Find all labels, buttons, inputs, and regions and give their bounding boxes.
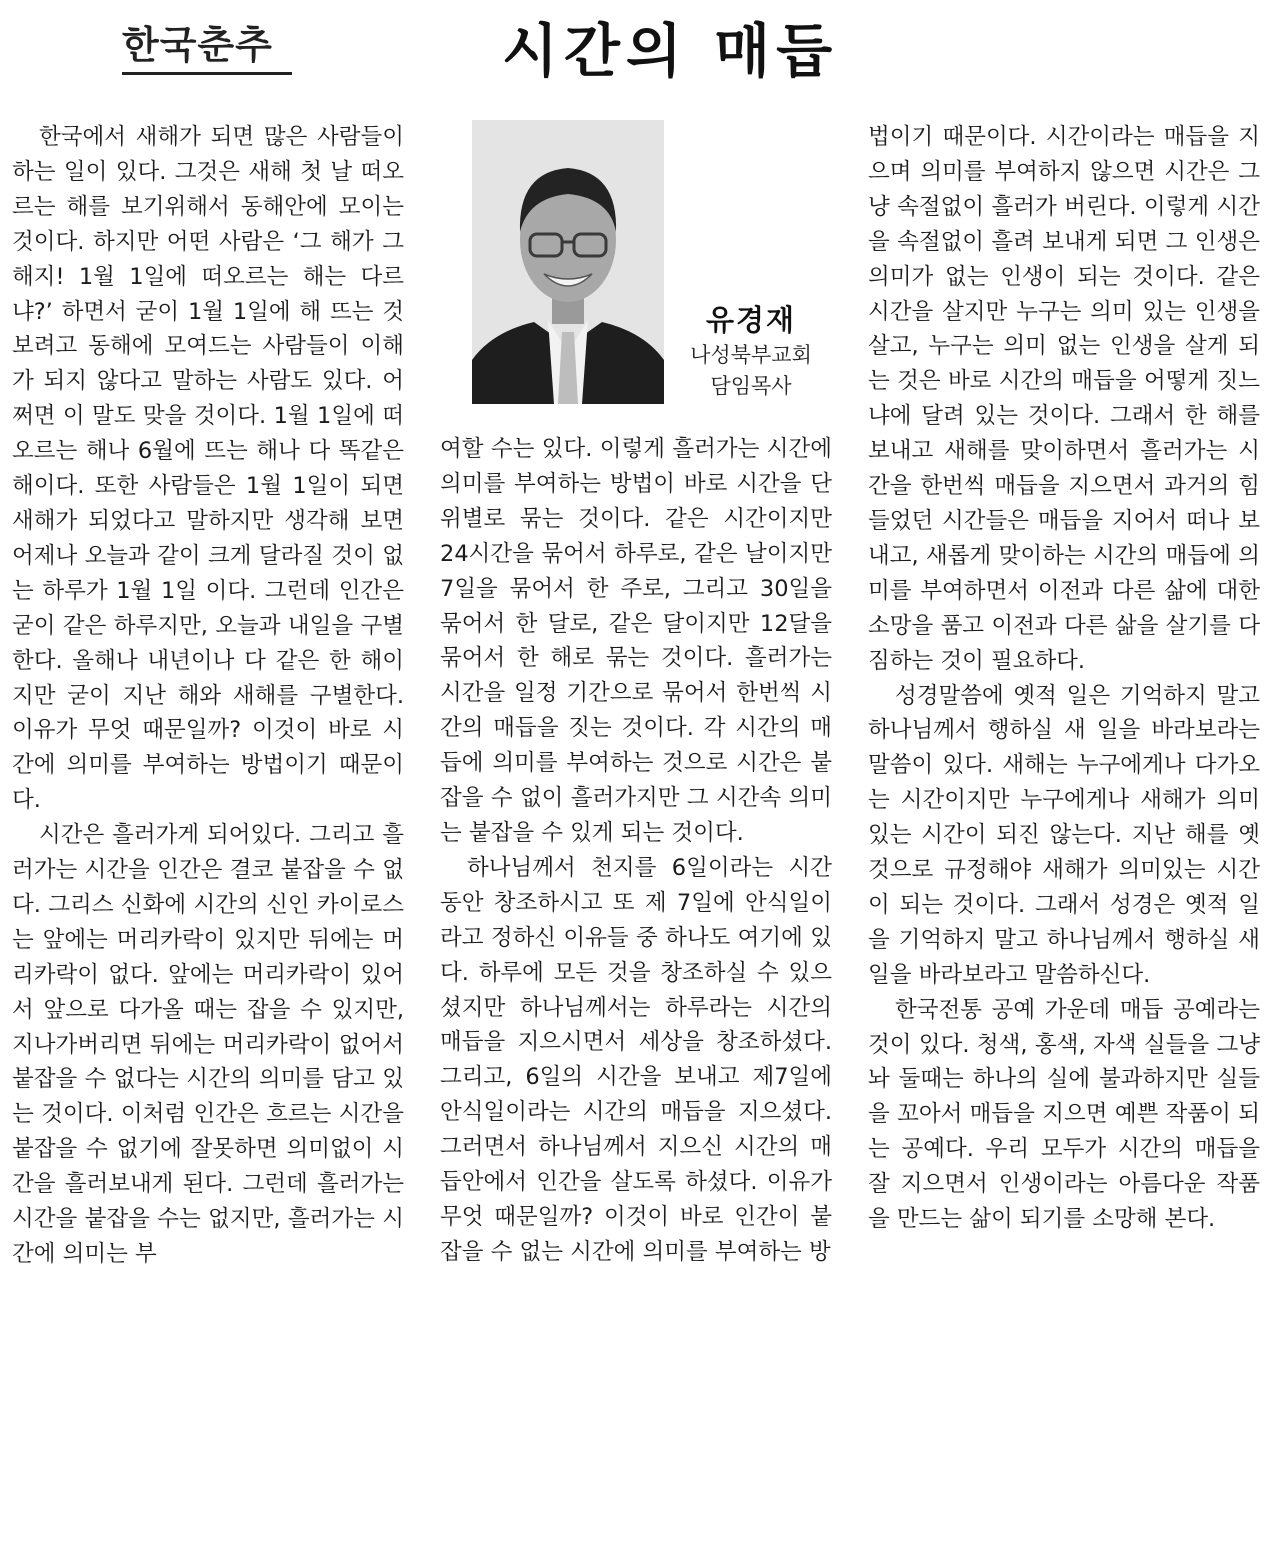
author-portrait-image [472,120,664,404]
paragraph: 법이기 때문이다. 시간이라는 매듭을 지으며 의미를 부여하지 않으면 시간은 그냥 속절없이 흘러가 버린다. 이렇게 시간을 속절없이 흘려 보내게 되면 그 인생은 의미가 없는 인생이 되는 것이다. 같은 시간을 살지만 누구는 의미 있는 인생을 살고, 누구는 의미 없는 인생을 살게 되는 것은 바로 시간의 매듭을 어떻게 짓느냐에 달려 있는 것이다. 그래서 한 해를 보내고 새해를 맞이하면서 흘러가는 시간을 한번씩 매듭을 지으면서 과거의 힘들었던 시간들은 매듭을 지어서 떠나 보내고, 새롭게 맞이하는 시간의 매듭에 의미를 부여하면서 이전과 다른 삶에 대한 소망을 품고 이전과 다른 삶을 살기를 다짐하는 것이 필요하다. [868,124,1260,674]
column-name: 한국춘추 [122,23,273,67]
author-church: 나성북부교회 [690,343,812,367]
paragraph: 여할 수는 있다. 이렇게 흘러가는 시간에 의미를 부여하는 방법이 바로 시간을 단위별로 묶는 것이다. 같은 시간이지만 24시간을 묶어서 하루로, 같은 날이지만 7일을 묶어서 한 주로, 그리고 30일을 묶어서 한 달로, 같은 달이지만 12달을 묶어서 한 해로 묶는 것이다. 흘러가는 시간을 일정 기간으로 묶어서 한번씩 시간의 매듭을 짓는 것이다. 각 시간의 매듭에 의미를 부여하는 것으로 시간은 붙잡을 수 없이 흘러가지만 그 시간속 의미는 붙잡을 수 있게 되는 것이다. [440,436,832,846]
author-photo [472,120,664,404]
article-column-2 [440,432,832,1270]
article-column-1 [12,120,404,1272]
headline: 시간의 매듭 [501,17,839,85]
paragraph: 한국에서 새해가 되면 많은 사람들이 하는 일이 있다. 그것은 새해 첫 날 떠오르는 해를 보기위해서 동해안에 모이는 것이다. 하지만 어떤 사람은 ‘그 해가 그 해지! 1월 1일에 떠오르는 해는 다르냐?’ 하면서 굳이 1월 1일에 해 뜨는 것 보려고 동해에 모여드는 사람들이 이해가 되지 않다고 말하는 사람도 있다. 어쩌면 이 말도 맞을 것이다. 1월 1일에 떠오르는 해나 6월에 뜨는 해나 다 똑같은 해이다. 또한 사람들은 1월 1일이 되면 새해가 되었다고 말하지만 생각해 보면 어제나 오늘과 같이 크게 달라질 것이 없는 하루가 1월 1일 이다. 그런데 인간은 굳이 같은 하루지만, 오늘과 내일을 구별한다. 올해나 내년이나 다 같은 한 해이지만 굳이 지난 해와 새해를 구별한다. 이유가 무엇 때문일까? 이것이 바로 시간에 의미를 부여하는 방법이기 때문이다. [12,124,404,814]
paragraph: 한국전통 공예 가운데 매듭 공예라는 것이 있다. 청색, 홍색, 자색 실들을 그냥 놔 둘때는 하나의 실에 불과하지만 실들을 꼬아서 매듭을 지으면 예쁜 작품이 되는 공예다. 우리 모두가 시간의 매듭을 잘 지으면서 인생이라는 아름다운 작품을 만드는 삶이 되기를 소망해 본다. [868,996,1260,1233]
author-byline [676,300,826,402]
column-name-underline [122,72,292,75]
author-position: 담임목사 [710,374,792,398]
paragraph: 성경말씀에 옛적 일은 기억하지 말고 하나님께서 행하실 새 일을 바라보라는 말씀이 있다. 새해는 누구에게나 다가오는 시간이지만 누구에게나 새해가 의미있는 시간이 되진 않는다. 지난 해를 옛 것으로 규정해야 새해가 의미있는 시간이 되는 것이다. 그래서 성경은 옛적 일을 기억하지 말고 하나님께서 행하실 새일을 바라보라고 말씀하신다. [868,682,1260,988]
author-name: 유경재 [705,303,797,337]
paragraph: 하나님께서 천지를 6일이라는 시간 동안 창조하시고 또 제 7일에 안식일이라고 정하신 이유들 중 하나도 여기에 있다. 하루에 모든 것을 창조하실 수 있으셨지만 하나님께서는 하루라는 시간의 매듭을 지으시면서 세상을 창조하셨다. 그리고, 6일의 시간을 보내고 제7일에 안식일이라는 시간의 매듭을 지으셨다. 그러면서 하나님께서 지으신 시간의 매듭안에서 인간을 살도록 하셨다. 이유가 무엇 때문일까? 이것이 바로 인간이 붙잡을 수 없는 시간에 의미를 부여하는 방 [440,854,832,1265]
paragraph: 시간은 흘러가게 되어있다. 그리고 흘러가는 시간을 인간은 결코 붙잡을 수 없다. 그리스 신화에 시간의 신인 카이로스는 앞에는 머리카락이 있지만 뒤에는 머리카락이 없다. 앞에는 머리카락이 있어서 앞으로 다가올 때는 잡을 수 있지만, 지나가버리면 뒤에는 머리카락이 없어서 붙잡을 수 없다는 시간의 의미를 담고 있는 것이다. 이처럼 인간은 흐르는 시간을 붙잡을 수 없기에 잘못하면 의미없이 시간을 흘러보내게 된다. 그런데 흘러가는 시간을 붙잡을 수는 없지만, 흘러가는 시간에 의미는 부 [12,822,404,1267]
article-column-3 [868,120,1260,1237]
